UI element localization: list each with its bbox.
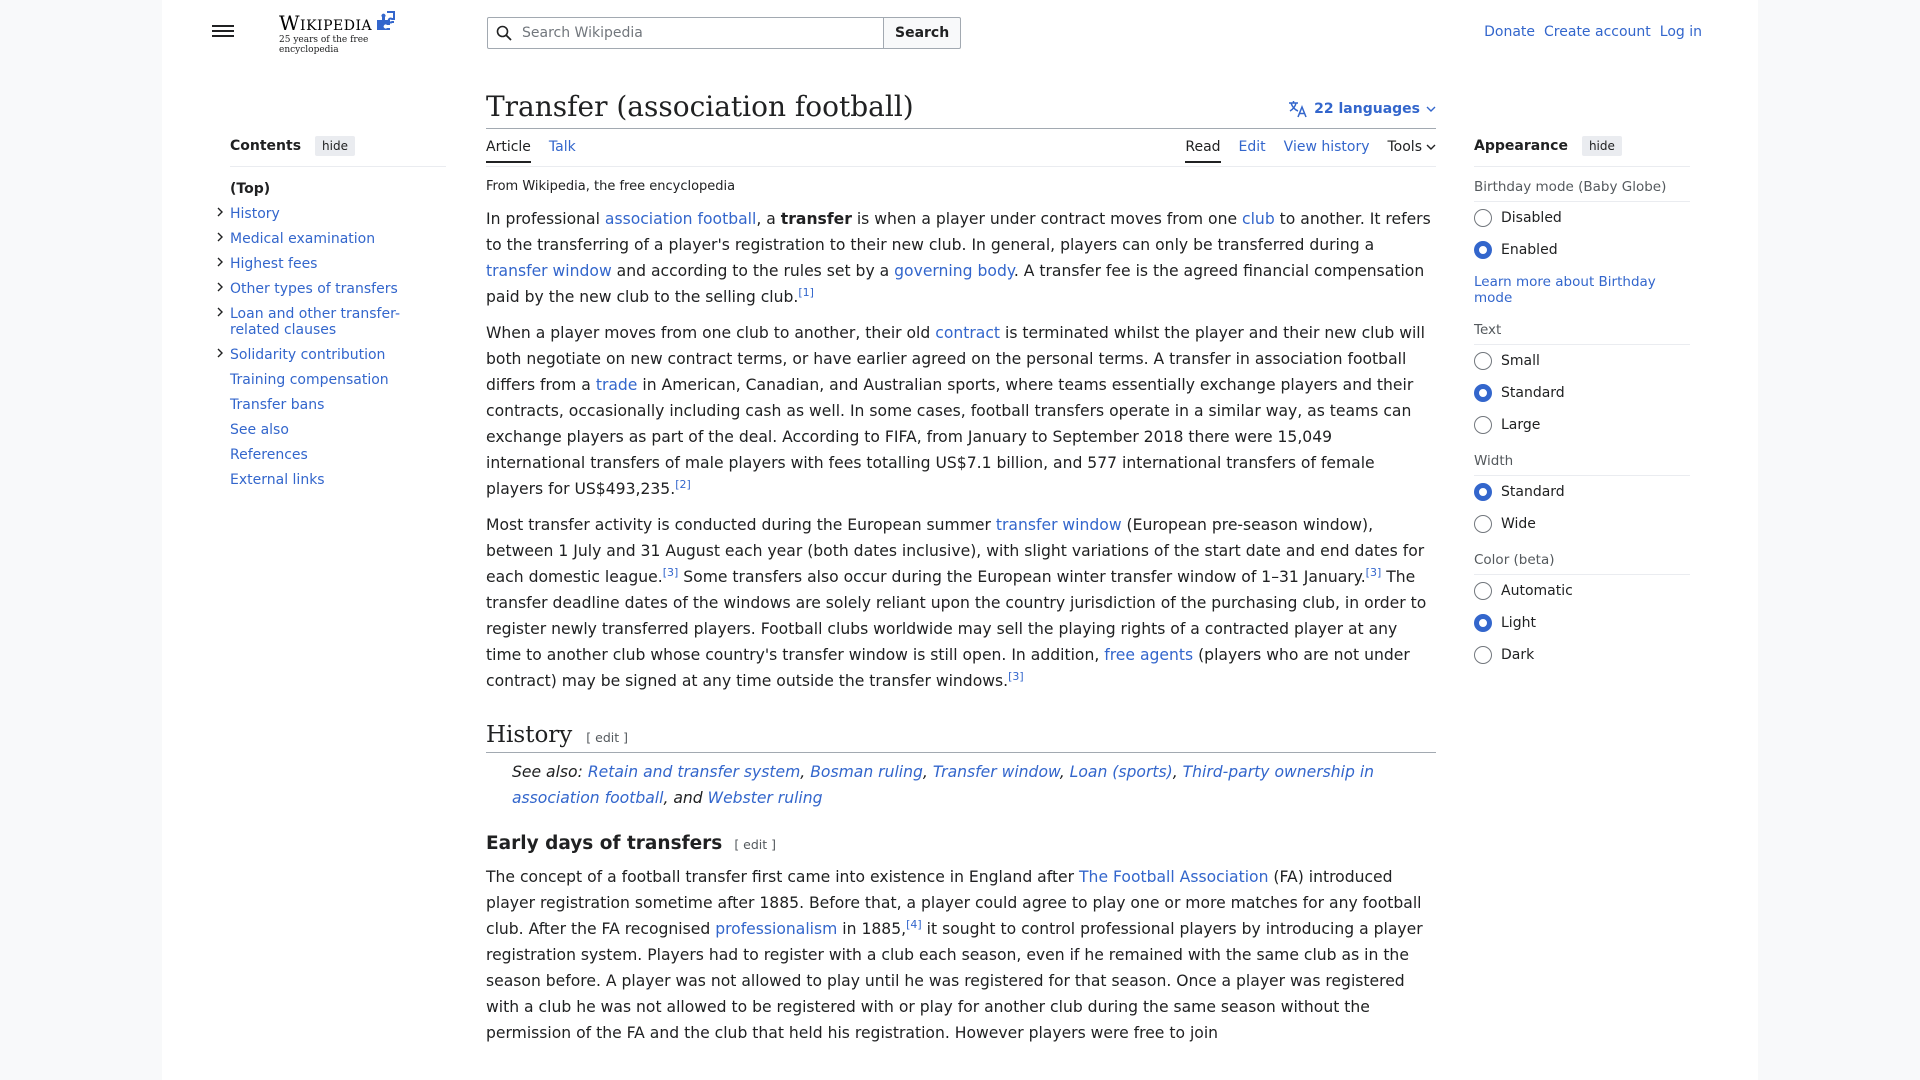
intro-paragraph-2: When a player moves from one club to another, their old contract is terminated whilst the player and their new club will both negotiate on new contract terms, or have earlier agreed on the personal terms. A transfer in association football differs from a trade in American, Canadian, and Australian sports, where teams essentially exchange players and their contracts, occasionally including cash as well. In some cases, football transfers operate in a similar way, as teams can exchange players as part of the deal. According to FIFA, from January to September 2018 there were 15,049 international transfers of male players with fees totalling US$7.1 billion, and 577 international transfers of female players for US$493,235.[2] bbox=[486, 324, 1425, 498]
language-count[interactable]: 22 languages bbox=[1314, 101, 1420, 117]
radio-text-large[interactable]: Large bbox=[1474, 409, 1690, 441]
edit-section-link[interactable]: [ edit ] bbox=[734, 837, 777, 852]
toc-item-highest-fees[interactable] bbox=[230, 252, 446, 277]
radio-button[interactable] bbox=[1474, 241, 1492, 259]
reference-link[interactable]: [4] bbox=[906, 917, 922, 931]
radio-button[interactable] bbox=[1474, 614, 1492, 632]
link-webster-ruling[interactable]: Webster ruling bbox=[707, 789, 823, 807]
radio-button[interactable] bbox=[1474, 209, 1492, 227]
chevron-right-icon[interactable] bbox=[214, 256, 226, 268]
link-governing-body[interactable]: governing body bbox=[894, 262, 1014, 280]
toc-item-label[interactable]: References bbox=[230, 447, 308, 463]
link-free-agents[interactable]: free agents bbox=[1104, 646, 1194, 664]
toc-item-label[interactable]: Highest fees bbox=[230, 256, 318, 272]
radio-color-automatic[interactable]: Automatic bbox=[1474, 575, 1690, 607]
tagline: From Wikipedia, the free encyclopedia bbox=[486, 179, 736, 194]
radio-width-wide[interactable]: Wide bbox=[1474, 508, 1690, 540]
learn-more-birthday-link[interactable]: Learn more about Birthday mode bbox=[1474, 274, 1656, 306]
toc-item-transfer-bans[interactable] bbox=[230, 393, 446, 418]
page-tabs bbox=[486, 139, 1436, 167]
radio-width-standard[interactable]: Standard bbox=[1474, 476, 1690, 508]
toc-item-label[interactable]: Transfer bans bbox=[230, 397, 325, 413]
radio-button[interactable] bbox=[1474, 384, 1492, 402]
section-heading-history: History [ edit ] bbox=[486, 722, 1436, 753]
radio-button[interactable] bbox=[1474, 483, 1492, 501]
link-transfer-window[interactable]: transfer window bbox=[995, 516, 1122, 534]
article-body bbox=[486, 206, 1436, 1046]
create-account-link[interactable]: Create account bbox=[1544, 24, 1651, 40]
logo-wordmark: Wikipedia bbox=[279, 11, 373, 35]
link-transfer-window[interactable]: Transfer window bbox=[932, 763, 1060, 781]
language-button[interactable] bbox=[1288, 100, 1436, 118]
radio-button[interactable] bbox=[1474, 646, 1492, 664]
toc-item-label[interactable]: External links bbox=[230, 472, 325, 488]
reference-link[interactable]: [3] bbox=[1365, 565, 1382, 579]
see-also-hatnote: See also: Retain and transfer system, Bosman ruling, Transfer window, Loan (sports), Third-party ownership in association football, and Webster ruling bbox=[512, 763, 1375, 807]
search-icon bbox=[496, 25, 512, 41]
link-third-party-ownership[interactable]: Third-party ownership in association football bbox=[512, 763, 1375, 807]
chevron-down-icon bbox=[1426, 142, 1436, 152]
tools-menu[interactable] bbox=[1388, 139, 1437, 161]
intro-paragraph-1: In professional association football, a transfer is when a player under contract moves from one club to another. It refers to the transferring of a player's registration to their new club. In general, players can only be transferred during a transfer window and according to the rules set by a governing body. A transfer fee is the agreed financial compensation paid by the new club to the selling club.[1] bbox=[486, 210, 1431, 306]
search-box[interactable] bbox=[487, 17, 884, 49]
tab-read[interactable]: Read bbox=[1185, 139, 1220, 163]
chevron-right-icon[interactable] bbox=[214, 231, 226, 243]
radio-text-small[interactable]: Small bbox=[1474, 345, 1690, 377]
translate-icon bbox=[1288, 100, 1308, 118]
search-input[interactable] bbox=[520, 24, 860, 42]
early-days-paragraph: The concept of a football transfer first came into existence in England after The Football Association (FA) introduced player registration sometime after 1885. Before that, a player could agree to play one or more matches for any football club. After the FA recognised professionalism in 1885,[4] it sought to control professional players by introducing a player registration system. Players had to register with a club each season, even if he remained with the same club as in the season before. A player was not allowed to play until he was registered for that season. Once a player was registered with a club he was not allowed to be registered with or play for another club during the same season without the permission of the FA and the club that held his registration. However players were free to join bbox=[486, 868, 1423, 1042]
toc-item-see-also[interactable] bbox=[230, 418, 446, 443]
search-form bbox=[487, 17, 961, 49]
link-association-football[interactable]: association football bbox=[604, 210, 757, 228]
link-retain-and-transfer[interactable]: Retain and transfer system bbox=[587, 763, 801, 781]
toc-hide-button[interactable]: hide bbox=[315, 136, 355, 156]
link-club[interactable]: club bbox=[1242, 210, 1275, 228]
chevron-right-icon[interactable] bbox=[214, 347, 226, 359]
table-of-contents bbox=[230, 136, 446, 493]
toc-title: Contents bbox=[230, 138, 302, 154]
toc-item-references[interactable] bbox=[230, 443, 446, 468]
article bbox=[486, 88, 1436, 1046]
intro-paragraph-3: Most transfer activity is conducted during the European summer transfer window (European pre-season window), between 1 July and 31 August each year (both dates inclusive), with slight variations of the start date and end dates for each domestic league.[3] Some transfers also occur during the European winter transfer window of 1–31 January.[3] The transfer deadline dates of the windows are solely reliant upon the country jurisdiction of the purchasing club, in order to register newly transferred players. Football clubs worldwide may sell the playing rights of a contracted player at any time to another club whose country's transfer window is still open. In addition, free agents (players who are not under contract) may be signed at any time outside the transfer windows.[3] bbox=[486, 516, 1427, 690]
toc-item-history[interactable] bbox=[230, 202, 446, 227]
reference-link[interactable]: [3] bbox=[662, 565, 679, 579]
toc-item-other-types[interactable] bbox=[230, 277, 446, 302]
radio-text-standard[interactable]: Standard bbox=[1474, 377, 1690, 409]
appearance-panel bbox=[1474, 136, 1690, 671]
chevron-down-icon bbox=[1426, 104, 1436, 114]
tab-edit[interactable]: Edit bbox=[1238, 139, 1266, 155]
logo-tagline: 25 years of the free encyclopedia bbox=[279, 35, 369, 55]
donate-link[interactable]: Donate bbox=[1484, 24, 1536, 40]
toc-item-label[interactable]: History bbox=[230, 206, 280, 222]
toc-item-loan-clauses[interactable] bbox=[230, 302, 420, 343]
toc-item-label[interactable]: See also bbox=[230, 422, 289, 438]
tab-article[interactable]: Article bbox=[486, 139, 531, 163]
reference-link[interactable]: [1] bbox=[798, 285, 814, 299]
page-title: Transfer (association football) bbox=[486, 90, 914, 123]
wikipedia-logo[interactable] bbox=[279, 11, 429, 55]
subsection-heading-early-days: Early days of transfers [ edit ] bbox=[486, 833, 777, 854]
width-label: Width bbox=[1474, 441, 1690, 476]
link-football-association[interactable]: The Football Association bbox=[1079, 868, 1269, 886]
toc-item-medical-examination[interactable] bbox=[230, 227, 446, 252]
edit-section-link[interactable]: [ edit ] bbox=[586, 730, 628, 745]
link-bosman-ruling[interactable]: Bosman ruling bbox=[810, 763, 923, 781]
chevron-right-icon[interactable] bbox=[214, 306, 226, 318]
radio-birthday-enabled[interactable]: Enabled bbox=[1474, 234, 1690, 266]
toc-item-external-links[interactable] bbox=[230, 468, 446, 493]
toc-item-label[interactable]: Loan and other transfer-related clauses bbox=[230, 306, 401, 338]
tools-label[interactable]: Tools bbox=[1387, 139, 1422, 155]
birthday-mode-label: Birthday mode (Baby Globe) bbox=[1474, 167, 1690, 202]
appearance-hide-button[interactable]: hide bbox=[1582, 136, 1622, 156]
radio-color-light[interactable]: Light bbox=[1474, 607, 1690, 639]
radio-button[interactable] bbox=[1474, 515, 1492, 533]
link-transfer-window[interactable]: transfer window bbox=[486, 262, 612, 280]
reference-link[interactable]: [2] bbox=[675, 477, 691, 491]
link-professionalism[interactable]: professionalism bbox=[715, 920, 838, 938]
link-contract[interactable]: contract bbox=[935, 324, 1001, 342]
radio-button[interactable] bbox=[1474, 582, 1492, 600]
tab-view-history[interactable]: View history bbox=[1283, 139, 1370, 155]
chevron-right-icon[interactable] bbox=[214, 206, 226, 218]
reference-link[interactable]: [3] bbox=[1008, 669, 1024, 683]
toc-item-label[interactable]: Other types of transfers bbox=[230, 281, 398, 297]
text-size-label: Text bbox=[1474, 310, 1690, 345]
radio-button[interactable] bbox=[1474, 352, 1492, 370]
toc-item-label[interactable]: Solidarity contribution bbox=[230, 347, 386, 363]
chevron-right-icon[interactable] bbox=[214, 281, 226, 293]
toc-item-training-compensation[interactable] bbox=[230, 368, 446, 393]
main-menu-icon[interactable] bbox=[212, 22, 234, 44]
search-button[interactable]: Search bbox=[884, 17, 961, 49]
toc-item-top[interactable] bbox=[230, 177, 446, 202]
login-link[interactable]: Log in bbox=[1659, 24, 1702, 40]
link-loan-sports[interactable]: Loan (sports) bbox=[1069, 763, 1173, 781]
page bbox=[162, 0, 1758, 1080]
radio-birthday-disabled[interactable]: Disabled bbox=[1474, 202, 1690, 234]
color-label: Color (beta) bbox=[1474, 540, 1690, 575]
toc-item-label[interactable]: (Top) bbox=[230, 181, 271, 197]
toc-item-label[interactable]: Training compensation bbox=[230, 372, 389, 388]
appearance-title: Appearance bbox=[1474, 138, 1568, 154]
link-trade[interactable]: trade bbox=[595, 376, 638, 394]
radio-color-dark[interactable]: Dark bbox=[1474, 639, 1690, 671]
tab-talk[interactable]: Talk bbox=[548, 139, 576, 155]
toc-item-label[interactable]: Medical examination bbox=[230, 231, 376, 247]
radio-button[interactable] bbox=[1474, 416, 1492, 434]
user-links bbox=[1484, 24, 1702, 40]
toc-item-solidarity[interactable] bbox=[230, 343, 446, 368]
puzzle-globe-icon bbox=[374, 11, 396, 31]
